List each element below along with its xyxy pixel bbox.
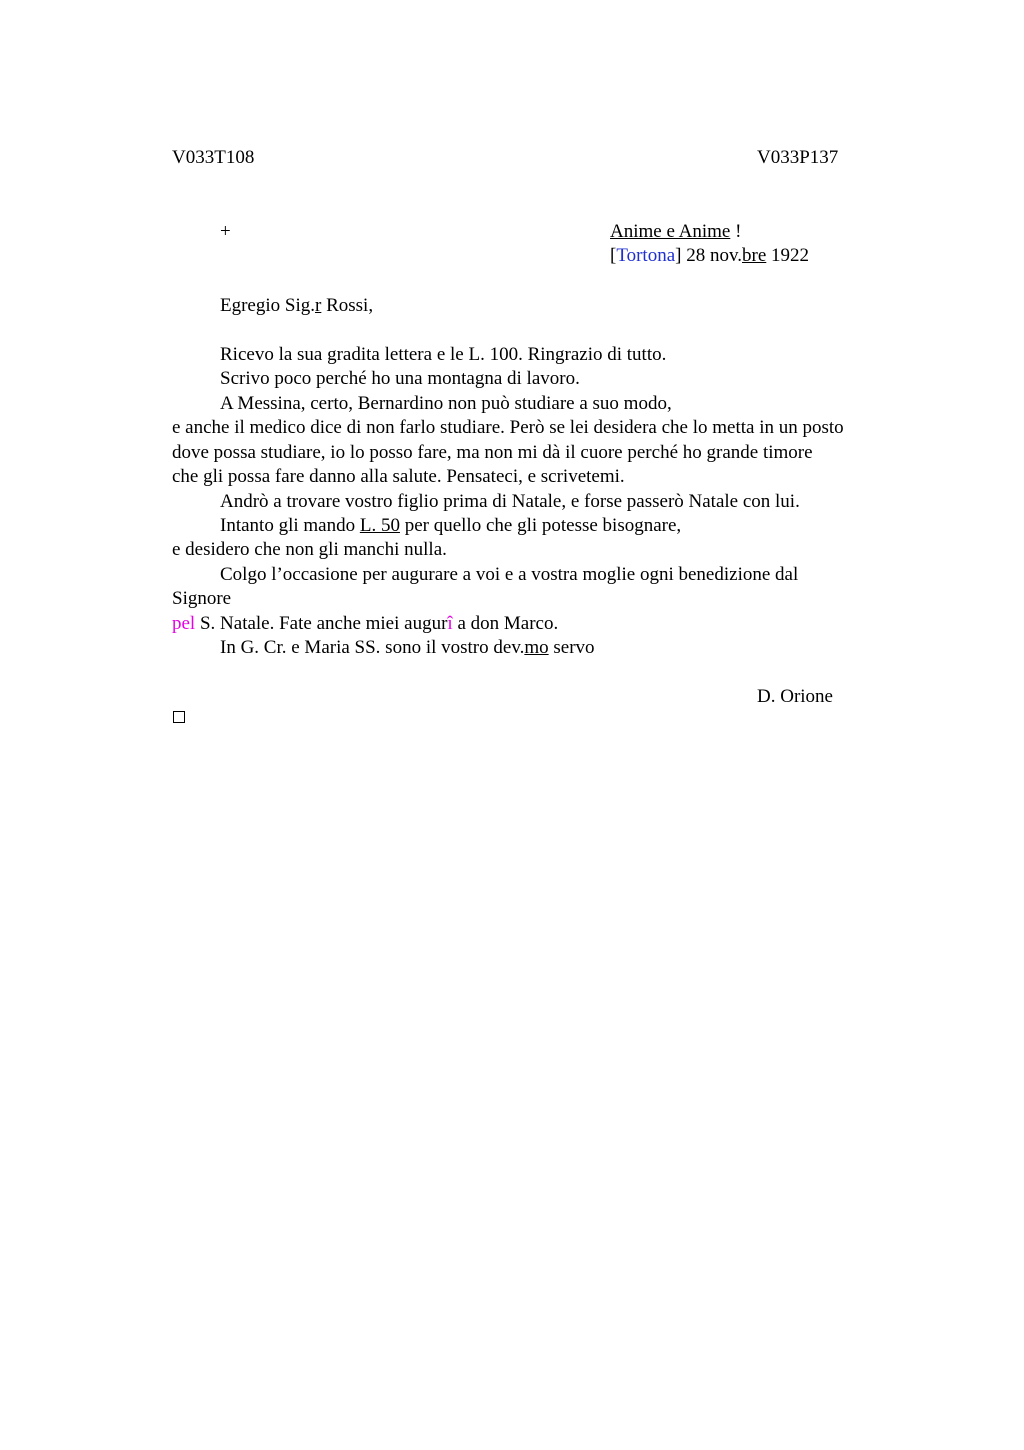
line-8-b: per quello che gli potesse bisognare, [399, 515, 682, 536]
closing-b: servo [548, 637, 595, 658]
date-part-a: 28 nov. [681, 245, 743, 266]
amount-underlined: L. 50 [359, 515, 400, 536]
body-line-8 [220, 515, 681, 537]
editorial-i: î [447, 613, 453, 634]
cross-symbol: + [220, 221, 231, 242]
signature: D. Orione [757, 686, 833, 707]
motto-text: Anime e Anime [610, 221, 731, 242]
body-line-2: Scrivo poco perché ho una montagna di lavoro. [220, 368, 580, 389]
line-8-a: Intanto gli mando [220, 515, 360, 536]
body-line-7: Andrò a trovare vostro figlio prima di Natale, e forse passerò Natale con lui. [220, 491, 800, 512]
body-line-12 [172, 613, 558, 635]
salutation-b: Rossi, [321, 295, 374, 316]
body-line-4: e anche il medico dice di non farlo studiare. Però se lei desidera che lo metta in un posto [172, 417, 844, 438]
closing-line [220, 637, 595, 659]
body-line-9: e desidero che non gli manchi nulla. [172, 539, 447, 560]
date-abbrev: bre [742, 245, 767, 266]
body-line-5: dove possa studiare, io lo posso fare, ma non mi dà il cuore perché ho grande timore [172, 442, 813, 463]
editorial-pel: pel [172, 613, 196, 634]
place-date [610, 245, 809, 267]
date-year: 1922 [766, 245, 810, 266]
line-12-b: a don Marco. [452, 613, 559, 634]
salutation-a: Egregio Sig. [220, 295, 315, 316]
body-line-11: Signore [172, 588, 232, 609]
salutation [220, 295, 373, 317]
salutation-abbrev: r [315, 295, 322, 316]
archive-code-right: V033P137 [757, 147, 839, 168]
body-line-3: A Messina, certo, Bernardino non può studiare a suo modo, [220, 393, 672, 414]
motto [610, 221, 741, 243]
body-line-6: che gli possa fare danno alla salute. Pensateci, e scrivetemi. [172, 466, 625, 487]
bracket-open: [ [610, 245, 617, 266]
closing-abbrev: mo [524, 637, 549, 658]
bracket-close: ] [675, 245, 682, 266]
body-line-10: Colgo l’occasione per augurare a voi e a vostra moglie ogni benedizione dal [220, 564, 799, 585]
place-name: Tortona [616, 245, 676, 266]
closing-a: In G. Cr. e Maria SS. sono il vostro dev. [220, 637, 525, 658]
motto-punct: ! [730, 221, 742, 242]
body-line-1: Ricevo la sua gradita lettera e le L. 100. Ringrazio di tutto. [220, 344, 667, 365]
line-12-a: S. Natale. Fate anche miei augur [195, 613, 448, 634]
archive-code-left: V033T108 [172, 147, 255, 168]
end-box-icon [173, 711, 185, 723]
